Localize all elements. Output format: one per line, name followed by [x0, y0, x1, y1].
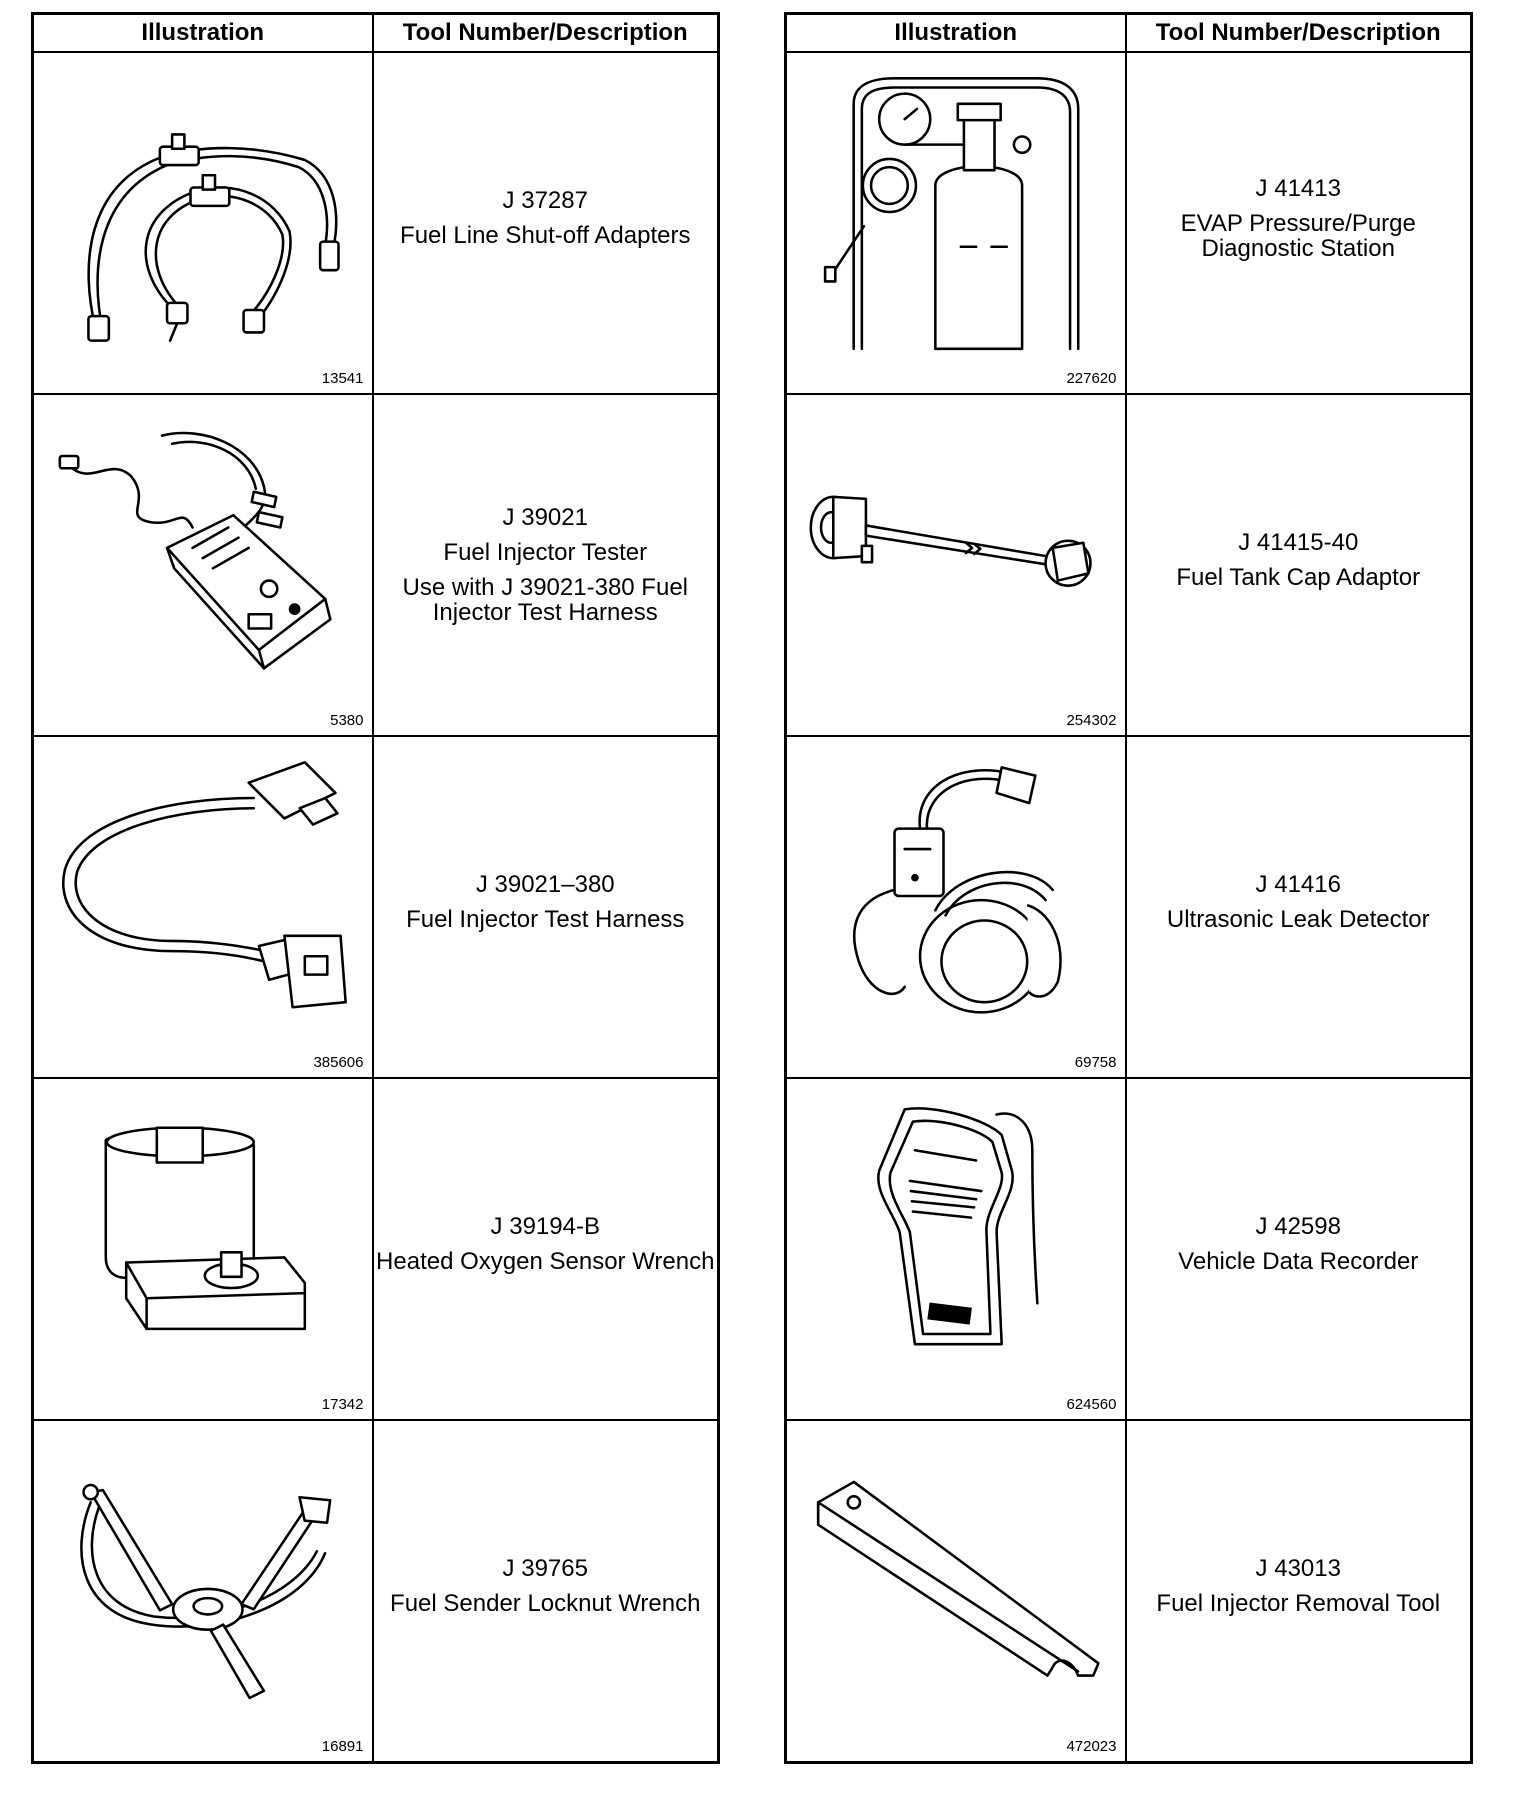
leak-detector-icon — [797, 747, 1115, 1043]
figure-number: 472023 — [1066, 1737, 1117, 1755]
tool-description: Vehicle Data Recorder — [1178, 1248, 1419, 1275]
table-header-row — [33, 14, 719, 53]
evap-station-icon — [797, 63, 1115, 359]
figure-number: 385606 — [313, 1054, 364, 1071]
description-cell — [373, 1078, 719, 1420]
table-header-row — [786, 14, 1472, 53]
table-row — [33, 394, 719, 736]
table-row — [33, 1078, 719, 1420]
figure-number: 227620 — [1066, 370, 1117, 387]
tool-number: J 39021–380 — [475, 871, 615, 898]
tool-header: Tool Number/Description — [1126, 14, 1472, 53]
table-row — [33, 52, 719, 394]
figure-number: 254302 — [1066, 712, 1117, 729]
figure-number: 17342 — [321, 1396, 364, 1413]
tool-description: Ultrasonic Leak Detector — [1166, 906, 1430, 933]
tool-note: Use with J 39021-380 Fuel Injector Test Harness — [402, 574, 688, 626]
right-tool-table — [784, 12, 1473, 1764]
illustration-header: Illustration — [786, 14, 1126, 53]
illustration-cell — [33, 1078, 373, 1420]
tool-number: J 43013 — [1255, 1554, 1341, 1582]
illustration-cell — [786, 1420, 1126, 1762]
tool-number: J 39765 — [502, 1554, 588, 1582]
injector-removal-tool-icon — [797, 1431, 1115, 1727]
figure-number: 5380 — [330, 712, 364, 729]
description-cell — [373, 1420, 719, 1762]
tool-description: Fuel Line Shut-off Adapters — [400, 222, 691, 249]
table-row — [786, 736, 1472, 1078]
tool-description: Fuel Injector Removal Tool — [1156, 1589, 1441, 1617]
illustration-cell — [786, 736, 1126, 1078]
tool-header: Tool Number/Description — [373, 14, 719, 53]
injector-tester-icon — [44, 405, 362, 701]
left-tool-table — [31, 12, 720, 1764]
data-recorder-icon — [797, 1089, 1115, 1385]
figure-number: 13541 — [321, 370, 364, 387]
illustration-cell — [33, 52, 373, 394]
description-cell — [373, 736, 719, 1078]
tool-number: J 37287 — [502, 187, 588, 214]
illustration-cell — [33, 1420, 373, 1762]
illustration-cell — [786, 1078, 1126, 1420]
tool-number: J 41415-40 — [1238, 529, 1359, 556]
table-row — [786, 1420, 1472, 1762]
table-row — [786, 394, 1472, 736]
illustration-cell — [33, 394, 373, 736]
tool-description: Fuel Tank Cap Adaptor — [1176, 564, 1421, 591]
description-cell — [1126, 52, 1472, 394]
illustration-cell — [786, 394, 1126, 736]
description-cell — [1126, 1078, 1472, 1420]
tank-cap-adaptor-icon — [797, 405, 1115, 701]
tool-description: Fuel Injector Tester — [443, 539, 648, 566]
tool-description: Heated Oxygen Sensor Wrench — [376, 1248, 715, 1275]
description-cell — [373, 52, 719, 394]
locknut-wrench-icon — [44, 1431, 362, 1727]
illustration-header: Illustration — [33, 14, 373, 53]
figure-number: 69758 — [1074, 1054, 1117, 1071]
table-row — [786, 52, 1472, 394]
description-cell — [1126, 736, 1472, 1078]
description-cell — [373, 394, 719, 736]
tool-number: J 42598 — [1255, 1213, 1341, 1240]
description-cell — [1126, 394, 1472, 736]
tool-number: J 39194-B — [490, 1213, 600, 1240]
table-row — [33, 736, 719, 1078]
tool-description: Fuel Sender Locknut Wrench — [390, 1589, 701, 1617]
table-row — [786, 1078, 1472, 1420]
figure-number: 16891 — [321, 1737, 364, 1755]
figure-number: 624560 — [1066, 1396, 1117, 1413]
tool-description: EVAP Pressure/Purge Diagnostic Station — [1180, 209, 1416, 262]
test-harness-icon — [44, 747, 362, 1043]
description-cell — [1126, 1420, 1472, 1762]
fuel-line-adapters-icon — [44, 63, 362, 359]
tool-number: J 41413 — [1255, 174, 1341, 202]
illustration-cell — [33, 736, 373, 1078]
table-row — [33, 1420, 719, 1762]
tool-number: J 41416 — [1255, 871, 1341, 898]
oxygen-sensor-wrench-icon — [44, 1089, 362, 1385]
illustration-cell — [786, 52, 1126, 394]
tool-description: Fuel Injector Test Harness — [406, 906, 685, 933]
tool-number: J 39021 — [502, 504, 588, 531]
